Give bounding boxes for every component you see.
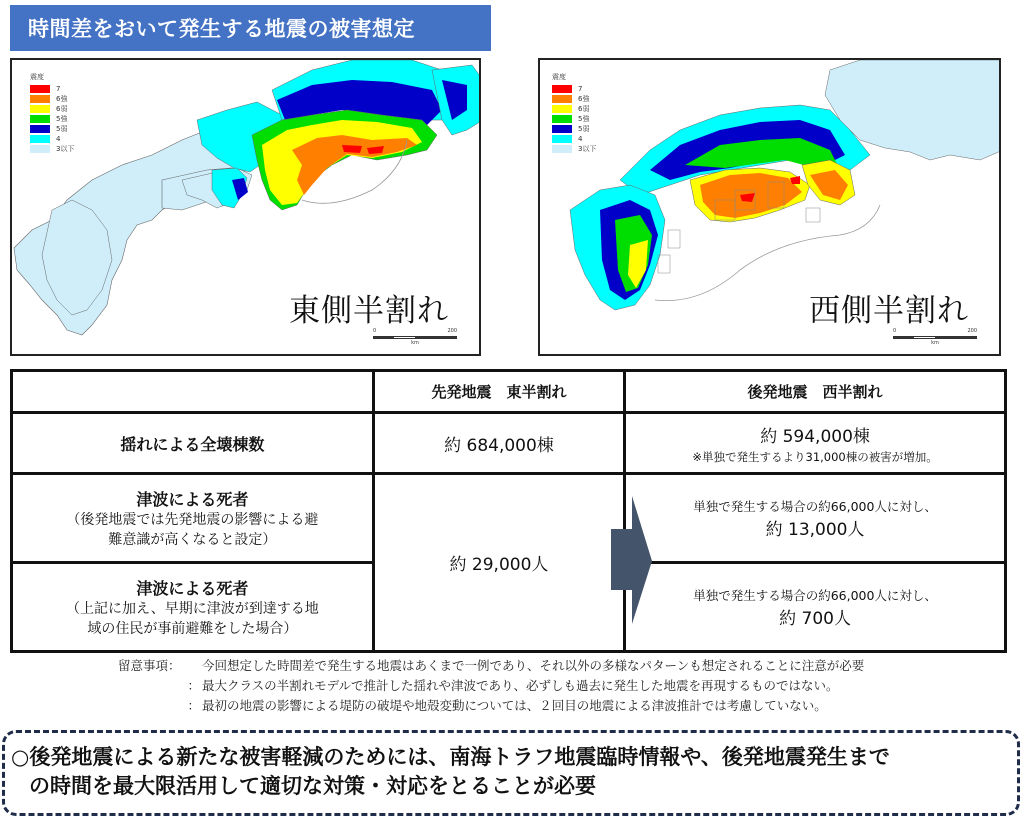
legend-swatch bbox=[30, 145, 50, 153]
table-header-row bbox=[12, 371, 1006, 413]
legend-label: 5強 bbox=[578, 115, 590, 123]
note-row bbox=[118, 696, 864, 716]
second-value: 約 594,000棟 bbox=[760, 426, 870, 447]
legend-row bbox=[30, 104, 74, 114]
legend-label: 7 bbox=[578, 85, 583, 93]
legend-label: 6弱 bbox=[56, 105, 68, 113]
notes-colon: ： bbox=[187, 698, 200, 713]
legend-label: 5弱 bbox=[578, 125, 590, 133]
damage-estimate-table bbox=[10, 369, 1007, 653]
legend-row bbox=[552, 84, 596, 94]
legend-swatch bbox=[552, 85, 572, 93]
legend-swatch bbox=[30, 105, 50, 113]
legend-swatch bbox=[30, 115, 50, 123]
row-label-sub: （上記に加え、早期に津波が到達する地 bbox=[65, 600, 319, 617]
legend-row bbox=[30, 94, 74, 104]
table-row bbox=[12, 413, 1006, 474]
legend-swatch bbox=[30, 135, 50, 143]
second-value: 約 13,000人 bbox=[765, 519, 865, 540]
row-label-main: 揺れによる全壊棟数 bbox=[120, 434, 265, 454]
second-value-cell bbox=[625, 474, 1006, 563]
row-label-sub: 域の住民が事前避難をした場合） bbox=[87, 620, 298, 637]
row-label bbox=[12, 563, 374, 652]
legend-row bbox=[552, 104, 596, 114]
legend-label: 4 bbox=[56, 135, 61, 143]
summary-line-2 bbox=[11, 772, 1003, 801]
row-label bbox=[12, 413, 374, 474]
note-text: 今回想定した時間差で発生する地震はあくまで一例であり、それ以外の多様なパターンも想定されることに注意が必要 bbox=[202, 658, 865, 673]
header-blank bbox=[12, 371, 374, 413]
legend-title: 震度 bbox=[552, 73, 566, 81]
row-label-main: 津波による死者 bbox=[136, 489, 249, 509]
map-caption-west: 西側半割れ bbox=[809, 293, 969, 329]
scale-bar bbox=[893, 328, 977, 346]
second-prefix: 単独で発生する場合の約66,000人に対し、 bbox=[693, 498, 937, 514]
row-label-sub: （後発地震では先発地震の影響による避 bbox=[66, 511, 319, 528]
legend-label: 3以下 bbox=[56, 145, 75, 153]
legend-label: 7 bbox=[56, 85, 61, 93]
legend-row bbox=[30, 124, 74, 134]
legend-swatch bbox=[552, 145, 572, 153]
note-row bbox=[118, 676, 864, 696]
legend-row bbox=[552, 114, 596, 124]
header-first-quake: 先発地震 東半割れ bbox=[373, 371, 624, 413]
second-value: 約 700人 bbox=[779, 608, 851, 629]
legend-row bbox=[30, 144, 74, 154]
scale-unit: km bbox=[931, 340, 939, 346]
legend-swatch bbox=[30, 85, 50, 93]
legend-row bbox=[552, 144, 596, 154]
second-value-cell bbox=[625, 563, 1006, 652]
legend-swatch bbox=[30, 125, 50, 133]
legend-row bbox=[552, 94, 596, 104]
legend-swatch bbox=[552, 95, 572, 103]
scale-start: 0 bbox=[373, 328, 377, 334]
legend-row bbox=[552, 124, 596, 134]
notes-label: 留意事項： bbox=[118, 658, 181, 673]
note-text: 最大クラスの半割れモデルで推計した揺れや津波であり、必ずしも過去に発生した地震を再現するものではない。 bbox=[202, 678, 839, 693]
map-caption-east: 東側半割れ bbox=[289, 293, 449, 329]
legend-label: 5弱 bbox=[56, 125, 68, 133]
notes-colon: ： bbox=[187, 678, 200, 693]
summary-line-1 bbox=[11, 743, 1003, 772]
legend-swatch bbox=[552, 105, 572, 113]
row-label-sub: 難意識が高くなると設定） bbox=[108, 531, 277, 548]
scale-unit: km bbox=[411, 340, 419, 346]
legend-label: 3以下 bbox=[578, 145, 597, 153]
summary-text-2: の時間を最大限活用して適切な対策・対応をとることが必要 bbox=[29, 774, 596, 798]
legend-swatch bbox=[552, 135, 572, 143]
table-row bbox=[12, 474, 1006, 563]
legend-label: 6弱 bbox=[578, 105, 590, 113]
note-row bbox=[118, 656, 864, 676]
legend-swatch bbox=[552, 125, 572, 133]
summary-box bbox=[2, 730, 1020, 816]
legend-label: 5強 bbox=[56, 115, 68, 123]
intensity-legend bbox=[30, 72, 74, 154]
intensity-legend bbox=[552, 72, 596, 154]
legend-swatch bbox=[552, 115, 572, 123]
legend-label: 4 bbox=[578, 135, 583, 143]
map-west-rupture bbox=[538, 58, 1001, 356]
summary-text-1: 後発地震による新たな被害軽減のためには、南海トラフ地震臨時情報や、後発地震発生まで bbox=[29, 745, 890, 769]
scale-end: 200 bbox=[447, 328, 457, 334]
row-label-main: 津波による死者 bbox=[136, 578, 249, 598]
legend-swatch bbox=[30, 95, 50, 103]
legend-title: 震度 bbox=[30, 73, 44, 81]
legend-row bbox=[30, 134, 74, 144]
legend-label: 6強 bbox=[56, 95, 68, 103]
header-second-quake: 後発地震 西半割れ bbox=[625, 371, 1006, 413]
scale-bar bbox=[373, 328, 457, 346]
notes-section bbox=[118, 656, 864, 716]
row-label bbox=[12, 474, 374, 563]
scale-end: 200 bbox=[967, 328, 977, 334]
second-prefix: 単独で発生する場合の約66,000人に対し、 bbox=[693, 587, 937, 603]
arrow-right-icon bbox=[611, 496, 653, 626]
first-value-cell bbox=[373, 474, 624, 652]
second-value-cell bbox=[625, 413, 1006, 474]
map-east-rupture bbox=[10, 58, 481, 356]
scale-line bbox=[373, 336, 457, 339]
bullet-circle-icon: ○ bbox=[11, 745, 30, 769]
first-value: 約 684,000棟 bbox=[444, 435, 554, 456]
note-text: 最初の地震の影響による堤防の破堤や地殻変動については、２回目の地震による津波推計では考慮していない。 bbox=[202, 698, 827, 713]
legend-row bbox=[30, 84, 74, 94]
first-value: 約 29,000人 bbox=[449, 555, 549, 575]
legend-row bbox=[30, 114, 74, 124]
second-note: ※単独で発生するより31,000棟の被害が増加。 bbox=[692, 449, 938, 464]
legend-label: 6強 bbox=[578, 95, 590, 103]
page-title: 時間差をおいて発生する地震の被害想定 bbox=[10, 5, 491, 51]
legend-row bbox=[552, 134, 596, 144]
scale-start: 0 bbox=[893, 328, 897, 334]
first-value-cell bbox=[373, 413, 624, 474]
scale-line bbox=[893, 336, 977, 339]
